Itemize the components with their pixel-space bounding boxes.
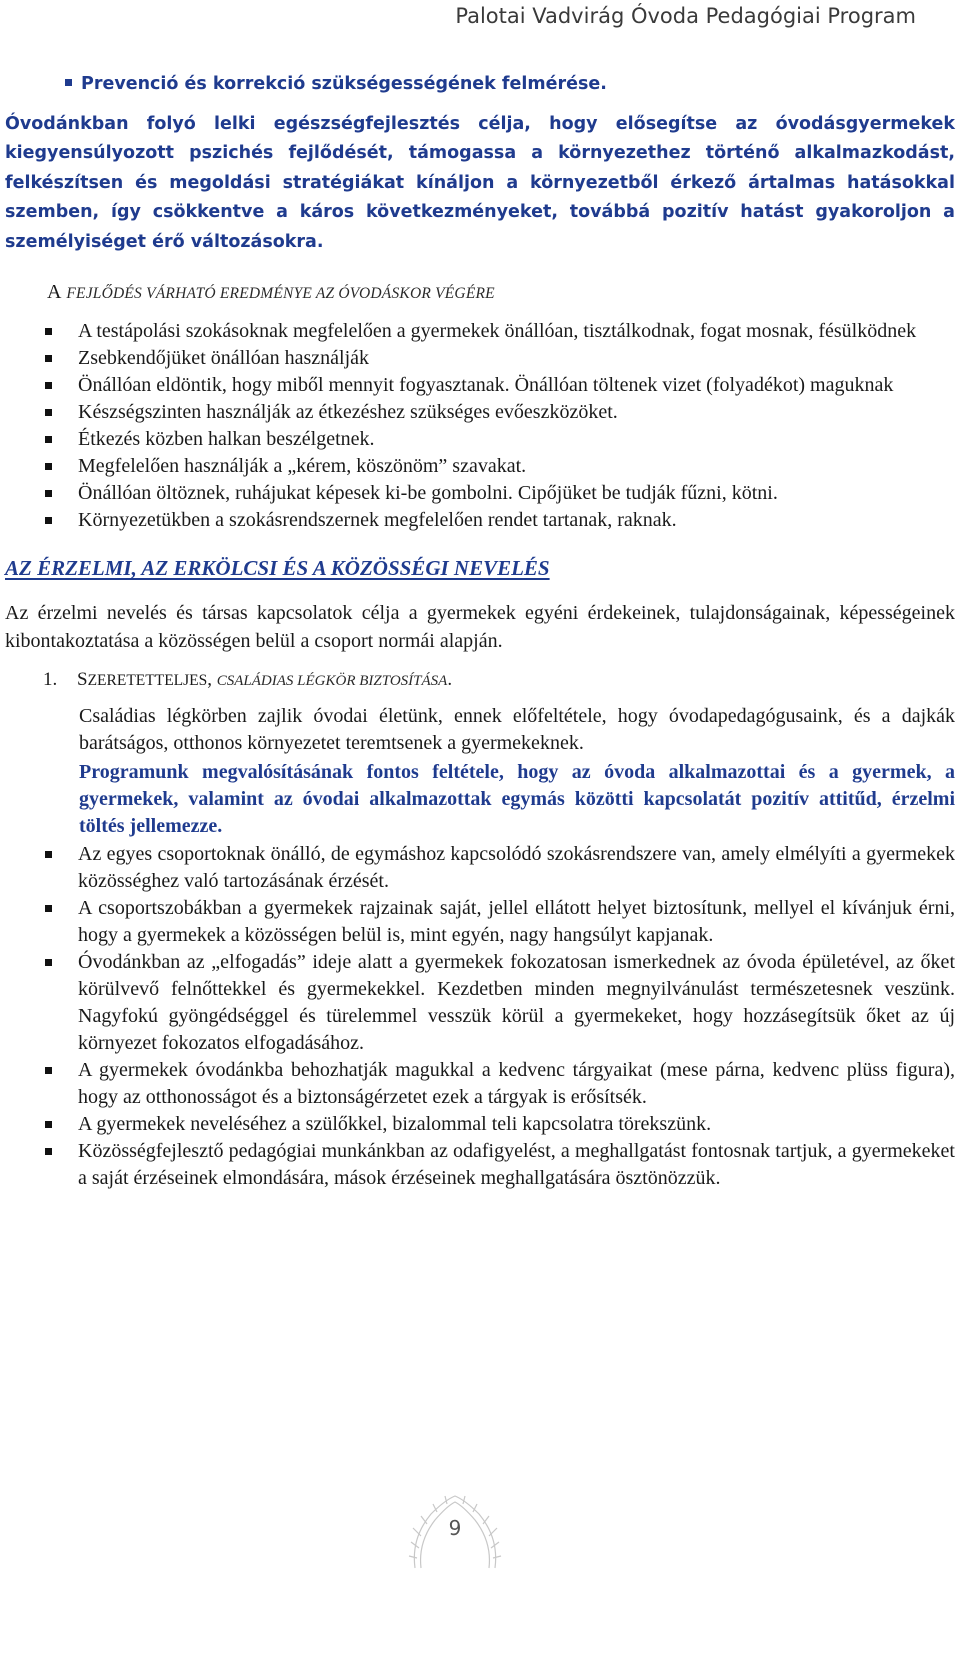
list-item: Étkezés közben halkan beszélgetnek.	[45, 426, 955, 453]
list-item: A testápolási szokásoknak megfelelően a gyermekek önállóan, tisztálkodnak, fogat mosnak, fésülködnek	[45, 318, 955, 345]
square-bullet-icon	[65, 70, 81, 100]
intro-paragraph: Óvodánkban folyó lelki egészségfejlesztés célja, hogy elősegítse az óvodásgyermekek kiegyensúlyozott pszichés fejlődését, támogassa a környezethez történő alkalmazkodást, felkészítsen és megoldási stratégiákat kínáljon a környezetből érkező ártalmas hatásokkal szemben, így csökkentve a káros következményeket, továbbá pozitív hatást gyakoroljon a személyiséget érő változásokra.	[5, 113, 955, 252]
heading-number: 1.	[43, 669, 58, 690]
square-bullet-icon	[45, 328, 52, 335]
list-item: Közösségfejlesztő pedagógiai munkánkban az odafigyelést, a meghallgatást fontosnak tartjuk, a gyermekeket a saját érzéseinek elmondására, mások érzéseinek meghallgatására ösztönözzük.	[45, 1138, 955, 1192]
section-title: AZ ÉRZELMI, AZ ERKÖLCSI ÉS A KÖZÖSSÉGI NEVELÉS	[5, 556, 550, 580]
numbered-heading	[43, 669, 955, 691]
subheading-initial: A	[47, 281, 62, 303]
program-bold-paragraph: Programunk megvalósításának fontos feltétele, hogy az óvoda alkalmazottai és a gyermek, a gyermekek, valamint az óvodai alkalmazottak egymás közötti kapcsolatát pozitív attitűd, érzelmi töltés jellemezze.	[79, 761, 955, 837]
list-item: Megfelelően használják a „kérem, köszönöm” szavakat.	[45, 453, 955, 480]
page-content	[5, 70, 955, 1192]
square-bullet-icon	[45, 1067, 52, 1074]
list-item: Környezetükben a szokásrendszernek megfelelően rendet tartanak, raknak.	[45, 507, 955, 534]
first-bullet-item	[65, 70, 955, 100]
page-footer	[405, 1488, 505, 1576]
heading-part-2: CSALÁDIAS LÉGKÖR BIZTOSÍTÁSA	[216, 673, 448, 689]
first-bullet-text: Prevenció és korrekció szükségességének felmérése.	[81, 74, 607, 94]
page-number: 9	[448, 1516, 462, 1540]
square-bullet-icon	[45, 959, 52, 966]
heading-dot: .	[447, 669, 453, 690]
square-bullet-icon	[45, 382, 52, 389]
list-item: Az egyes csoportoknak önálló, de egymáshoz kapcsolódó szokásrendszere van, amely elmélyíti a gyermekek közösséghez való tartozásának érzését.	[45, 841, 955, 895]
subheading-text: FEJLŐDÉS VÁRHATÓ EREDMÉNYE AZ ÓVODÁSKOR VÉGÉRE	[66, 285, 495, 302]
community-list	[5, 841, 955, 1192]
list-item: A csoportszobákban a gyermekek rajzainak saját, jellel ellátott helyet biztosítunk, mellyel el kívánjuk érni, hogy a gyermekek a közösségen belül is, mint egyén, nagy hangsúlyt kapjanak.	[45, 895, 955, 949]
list-item: Készségszinten használják az étkezéshez szükséges evőeszközöket.	[45, 399, 955, 426]
square-bullet-icon	[45, 851, 52, 858]
list-item: Zsebkendőjüket önállóan használják	[45, 345, 955, 372]
results-list	[5, 318, 955, 534]
square-bullet-icon	[45, 355, 52, 362]
page-header: Palotai Vadvirág Óvoda Pedagógiai Program	[455, 4, 916, 28]
heading-comma: ,	[207, 669, 217, 690]
section-intro-paragraph: Az érzelmi nevelés és társas kapcsolatok célja a gyermekek egyéni érdekeinek, tulajdonságainak, képességeinek kibontakoztatása a közösségen belül a csoport normái alapján.	[5, 602, 955, 652]
square-bullet-icon	[45, 1148, 52, 1155]
list-item: A gyermekek neveléséhez a szülőkkel, bizalommal teli kapcsolatra törekszünk.	[45, 1111, 955, 1138]
square-bullet-icon	[45, 490, 52, 497]
list-item: Önállóan eldöntik, hogy miből mennyit fogyasztanak. Önállóan töltenek vizet (folyadékot) maguknak	[45, 372, 955, 399]
square-bullet-icon	[45, 463, 52, 470]
square-bullet-icon	[45, 517, 52, 524]
results-subheading	[47, 281, 955, 304]
square-bullet-icon	[45, 905, 52, 912]
heading-initial: S	[77, 669, 88, 690]
list-item: Önállóan öltöznek, ruhájukat képesek ki-be gombolni. Cipőjüket be tudják fűzni, kötni.	[45, 480, 955, 507]
square-bullet-icon	[45, 409, 52, 416]
square-bullet-icon	[45, 1121, 52, 1128]
heading-part-1: ZERETETTELJES	[87, 672, 208, 689]
list-item: A gyermekek óvodánkba behozhatják magukkal a kedvenc tárgyaikat (mese párna, kedvenc plüss figura), hogy az otthonosságot és a biztonságérzetet ezek a tárgyak is erősítsék.	[45, 1057, 955, 1111]
list-item: Óvodánkban az „elfogadás” ideje alatt a gyermekek fokozatosan ismerkednek az óvoda épületével, az őket körülvevő felnőttekkel és gyermekekkel. Kezdetben minden megnyilvánulást természetesnek veszünk. Nagyfokú gyöngédséggel és türelemmel vesszük körül a gyermekeket, hogy hozzásegítsük őket az új környezet fokozatos elfogadásához.	[45, 949, 955, 1057]
square-bullet-icon	[45, 436, 52, 443]
family-paragraph: Családias légkörben zajlik óvodai életünk, ennek előfeltétele, hogy óvodapedagógusaink, és a dajkák barátságos, otthonos környezetet teremtsenek a gyermekeknek.	[79, 705, 955, 754]
